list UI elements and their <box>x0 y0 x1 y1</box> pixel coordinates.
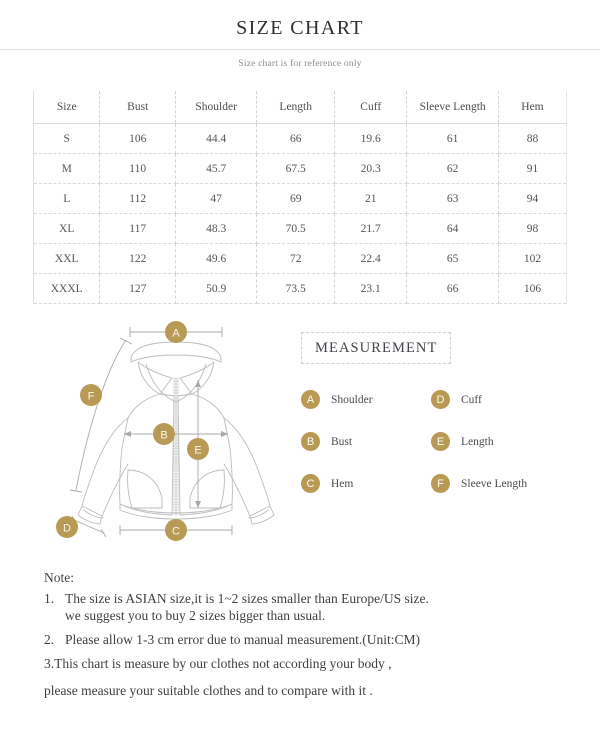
legend-item-sleeve-length <box>431 474 561 493</box>
legend-item-bust <box>301 432 431 451</box>
cell-bust: 127 <box>100 274 176 304</box>
measurement-title-box <box>301 332 451 364</box>
note-item-2 <box>44 631 566 648</box>
cell-size: XXXL <box>34 274 100 304</box>
svg-text:A: A <box>172 327 180 340</box>
cell-length: 70.5 <box>257 214 335 244</box>
table-row <box>34 214 566 244</box>
table-row <box>34 184 566 214</box>
cell-bust: 117 <box>100 214 176 244</box>
legend-label-cuff: Cuff <box>461 393 482 406</box>
cell-sleeve-length: 61 <box>407 124 499 154</box>
diagram-badge-f <box>80 384 102 406</box>
badge-f-icon: F <box>431 474 450 493</box>
table-row <box>34 274 566 304</box>
cell-sleeve-length: 63 <box>407 184 499 214</box>
note-1-number: 1. <box>44 591 55 606</box>
cell-cuff: 23.1 <box>335 274 407 304</box>
cell-cuff: 21 <box>335 184 407 214</box>
cell-shoulder: 44.4 <box>175 124 256 154</box>
cell-size: XXL <box>34 244 100 274</box>
size-table-container <box>33 91 567 304</box>
title-divider <box>0 49 600 50</box>
legend-item-cuff <box>431 390 561 409</box>
note-2-number: 2. <box>44 632 55 648</box>
notes-heading: Note: <box>44 570 74 585</box>
page-header <box>0 0 600 69</box>
badge-b-icon: B <box>301 432 320 451</box>
legend-item-length <box>431 432 561 451</box>
diagram-badge-a <box>165 321 187 343</box>
notes-section <box>44 570 566 699</box>
cell-length: 66 <box>257 124 335 154</box>
legend-item-shoulder <box>301 390 431 409</box>
cell-size: S <box>34 124 100 154</box>
measurement-legend-grid <box>301 390 571 493</box>
column-header-size: Size <box>34 91 100 124</box>
table-row <box>34 154 566 184</box>
cell-sleeve-length: 62 <box>407 154 499 184</box>
column-header-cuff: Cuff <box>335 91 407 124</box>
cell-hem: 106 <box>498 274 566 304</box>
cell-hem: 94 <box>498 184 566 214</box>
column-header-sleeve-length: Sleeve Length <box>407 91 499 124</box>
badge-a-icon: A <box>301 390 320 409</box>
cell-shoulder: 48.3 <box>175 214 256 244</box>
badge-c-icon: C <box>301 474 320 493</box>
svg-text:B: B <box>160 429 168 442</box>
diagram-and-legend-section <box>0 318 600 564</box>
measurement-legend <box>301 332 571 493</box>
note-1-line-2: we suggest you to buy 2 sizes bigger than usual. <box>65 608 326 624</box>
note-1-line-1: The size is ASIAN size,it is 1~2 sizes smaller than Europe/US size. <box>65 591 429 606</box>
table-row <box>34 244 566 274</box>
cell-bust: 112 <box>100 184 176 214</box>
cell-length: 73.5 <box>257 274 335 304</box>
cell-shoulder: 45.7 <box>175 154 256 184</box>
cell-size: XL <box>34 214 100 244</box>
cell-size: M <box>34 154 100 184</box>
svg-text:E: E <box>194 444 202 457</box>
legend-label-length: Length <box>461 435 494 448</box>
cell-sleeve-length: 65 <box>407 244 499 274</box>
jacket-diagram <box>48 318 304 548</box>
cell-bust: 106 <box>100 124 176 154</box>
cell-shoulder: 49.6 <box>175 244 256 274</box>
cell-sleeve-length: 64 <box>407 214 499 244</box>
cell-hem: 88 <box>498 124 566 154</box>
page-title: SIZE CHART <box>236 17 364 39</box>
size-table-head <box>34 91 566 124</box>
cell-bust: 110 <box>100 154 176 184</box>
legend-label-shoulder: Shoulder <box>331 393 373 406</box>
column-header-hem: Hem <box>498 91 566 124</box>
cell-cuff: 21.7 <box>335 214 407 244</box>
cell-bust: 122 <box>100 244 176 274</box>
diagram-badge-d <box>56 516 78 538</box>
badge-d-icon: D <box>431 390 450 409</box>
column-header-bust: Bust <box>100 91 176 124</box>
svg-text:D: D <box>63 522 71 535</box>
cell-shoulder: 47 <box>175 184 256 214</box>
cell-cuff: 20.3 <box>335 154 407 184</box>
cell-hem: 98 <box>498 214 566 244</box>
note-2-text: Please allow 1-3 cm error due to manual measurement.(Unit:CM) <box>65 632 421 648</box>
cell-hem: 91 <box>498 154 566 184</box>
legend-label-bust: Bust <box>331 435 353 448</box>
cell-shoulder: 50.9 <box>175 274 256 304</box>
svg-text:C: C <box>172 525 180 538</box>
note-1-text <box>65 590 566 624</box>
table-row <box>34 124 566 154</box>
cell-length: 72 <box>257 244 335 274</box>
cell-length: 67.5 <box>257 154 335 184</box>
legend-label-sleeve-length: Sleeve Length <box>461 477 528 490</box>
note-item-1 <box>44 590 566 624</box>
column-header-shoulder: Shoulder <box>175 91 256 124</box>
measurement-title: MEASUREMENT <box>315 340 438 356</box>
table-header-row <box>34 91 566 124</box>
legend-item-hem <box>301 474 431 493</box>
badge-e-icon: E <box>431 432 450 451</box>
legend-label-hem: Hem <box>331 477 354 490</box>
diagram-badge-b <box>153 423 175 445</box>
diagram-badge-c <box>165 519 187 541</box>
diagram-badge-e <box>187 438 209 460</box>
size-table <box>34 91 566 304</box>
cell-length: 69 <box>257 184 335 214</box>
cell-hem: 102 <box>498 244 566 274</box>
note-item-3: 3.This chart is measure by our clothes not according your body , <box>44 656 392 672</box>
size-table-body <box>34 124 566 304</box>
column-header-length: Length <box>257 91 335 124</box>
cell-cuff: 22.4 <box>335 244 407 274</box>
cell-sleeve-length: 66 <box>407 274 499 304</box>
svg-text:F: F <box>87 390 95 403</box>
cell-size: L <box>34 184 100 214</box>
note-item-4: please measure your suitable clothes and to compare with it . <box>44 682 373 698</box>
page-subtitle: Size chart is for reference only <box>238 59 362 69</box>
cell-cuff: 19.6 <box>335 124 407 154</box>
